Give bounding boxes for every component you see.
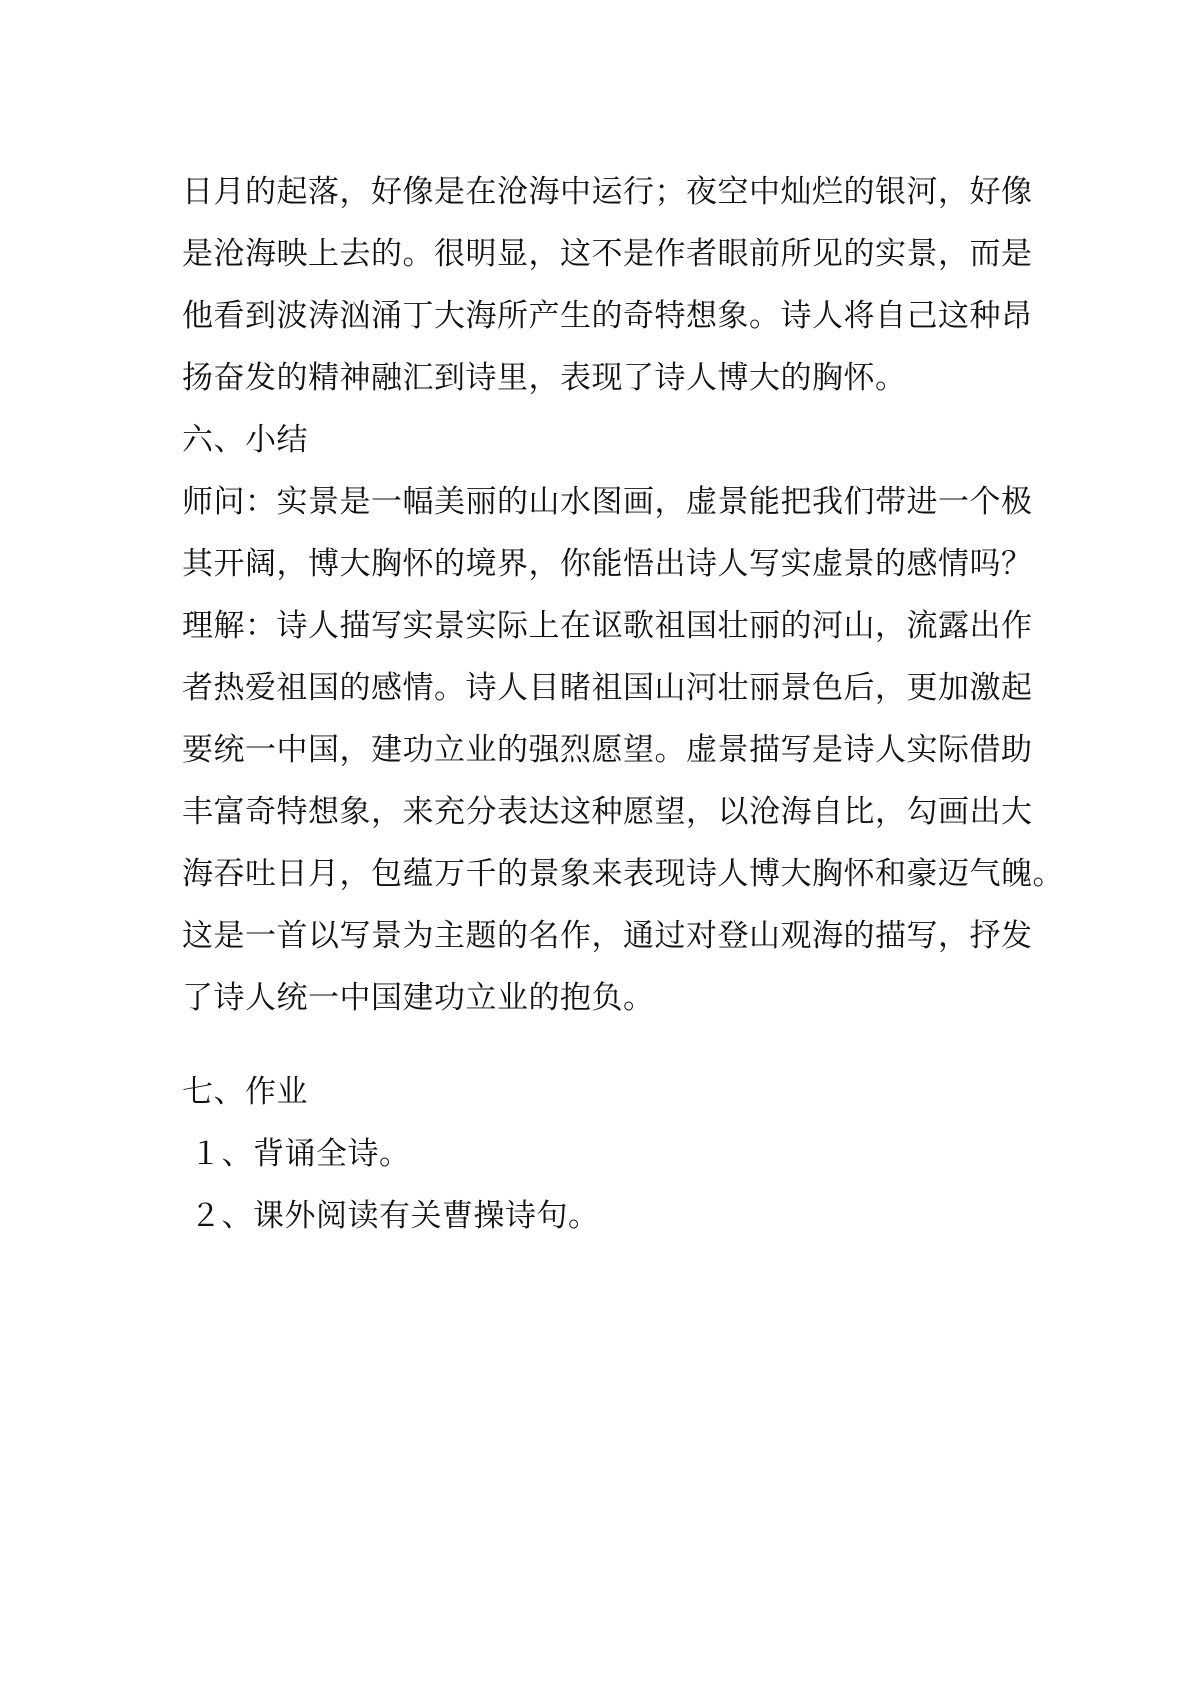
section-heading-homework: 七、作业: [182, 1074, 308, 1110]
paragraph-line: 是沧海映上去的。很明显，这不是作者眼前所见的实景，而是: [182, 236, 1033, 272]
paragraph-line: 其开阔，博大胸怀的境界，你能悟出诗人写实虚景的感情吗？: [182, 546, 1033, 582]
paragraph-line: 日月的起落，好像是在沧海中运行；夜空中灿烂的银河，好像: [182, 174, 1033, 210]
paragraph-line: 丰富奇特想象，来充分表达这种愿望，以沧海自比，勾画出大: [182, 794, 1033, 830]
paragraph-line: 他看到波涛汹涌丁大海所产生的奇特想象。诗人将自己这种昂: [182, 298, 1033, 334]
homework-item: ２、课外阅读有关曹操诗句。: [190, 1198, 600, 1234]
paragraph-line: 理解：诗人描写实景实际上在讴歌祖国壮丽的河山，流露出作: [182, 608, 1033, 644]
paragraph-line: 海吞吐日月，包蕴万千的景象来表现诗人博大胸怀和豪迈气魄。: [182, 856, 1064, 892]
paragraph-line: 要统一中国，建功立业的强烈愿望。虚景描写是诗人实际借助: [182, 732, 1033, 768]
paragraph-line: 扬奋发的精神融汇到诗里，表现了诗人博大的胸怀。: [182, 360, 907, 396]
section-heading-summary: 六、小结: [182, 422, 308, 458]
paragraph-line: 了诗人统一中国建功立业的抱负。: [182, 980, 655, 1016]
paragraph-line: 师问：实景是一幅美丽的山水图画，虚景能把我们带进一个极: [182, 484, 1033, 520]
homework-item: １、背诵全诗。: [190, 1136, 411, 1172]
paragraph-line: 者热爱祖国的感情。诗人目睹祖国山河壮丽景色后，更加激起: [182, 670, 1033, 706]
paragraph-line: 这是一首以写景为主题的名作，通过对登山观海的描写，抒发: [182, 918, 1033, 954]
